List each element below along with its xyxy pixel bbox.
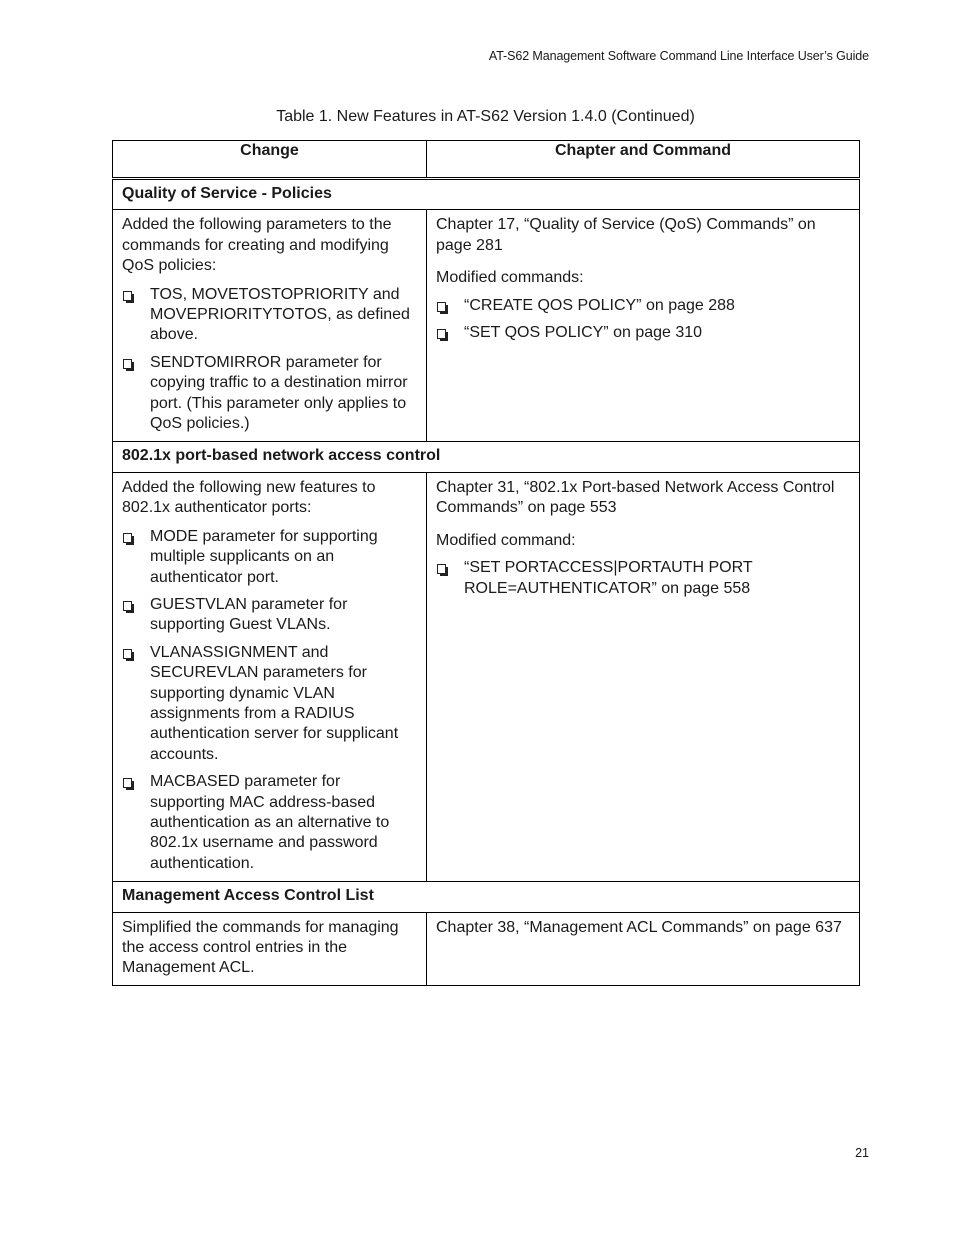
modified-commands-label: Modified command: xyxy=(436,531,576,549)
change-intro: Added the following parameters to the commands for creating and modifying QoS policies: xyxy=(122,216,392,275)
checkbox-bullet-icon xyxy=(437,302,446,312)
change-bullet-list xyxy=(122,527,417,875)
change-bullet-list xyxy=(122,285,417,435)
list-item: VLANASSIGNMENT and SECUREVLAN parameters for supporting dynamic VLAN assignments from a RADIUS authentication server for supplicant accounts. xyxy=(122,643,417,765)
list-item: SENDTOMIRROR parameter for copying traffic to a destination mirror port. (This parameter only applies to QoS policies.) xyxy=(122,353,417,435)
features-table xyxy=(112,140,860,986)
column-header-change: Change xyxy=(113,141,427,179)
running-header: AT-S62 Management Software Command Line Interface User’s Guide xyxy=(488,49,869,63)
chapter-cell xyxy=(427,210,860,442)
section-title: Management Access Control List xyxy=(113,882,860,912)
column-header-chapter: Chapter and Command xyxy=(427,141,860,179)
change-intro: Added the following new features to 802.1x authenticator ports: xyxy=(122,478,376,517)
list-item: MACBASED parameter for supporting MAC address-based authentication as an alternative to 802.1x username and password authentication. xyxy=(122,772,417,874)
checkbox-bullet-icon xyxy=(437,564,446,574)
checkbox-bullet-icon xyxy=(123,649,132,659)
list-item: GUESTVLAN parameter for supporting Guest VLANs. xyxy=(122,595,417,636)
command-bullet-list xyxy=(436,296,850,344)
checkbox-bullet-icon xyxy=(123,291,132,301)
change-cell xyxy=(113,210,427,442)
section-title: 802.1x port-based network access control xyxy=(113,442,860,472)
table-caption: Table 1. New Features in AT-S62 Version 1.4.0 (Continued) xyxy=(276,108,695,125)
chapter-reference: Chapter 38, “Management ACL Commands” on page 637 xyxy=(436,918,842,936)
list-item: MODE parameter for supporting multiple supplicants on an authenticator port. xyxy=(122,527,417,588)
change-cell xyxy=(113,912,427,985)
checkbox-bullet-icon xyxy=(123,533,132,543)
chapter-cell xyxy=(427,912,860,985)
section-row-qos xyxy=(113,179,860,210)
change-intro: Simplified the commands for managing the access control entries in the Management ACL. xyxy=(122,918,399,977)
list-item: “SET QOS POLICY” on page 310 xyxy=(436,323,850,343)
table-row xyxy=(113,210,860,442)
section-row-management-acl xyxy=(113,882,860,912)
table-header-row xyxy=(113,141,860,179)
chapter-reference: Chapter 17, “Quality of Service (QoS) Commands” on page 281 xyxy=(436,216,816,254)
checkbox-bullet-icon xyxy=(123,778,132,788)
checkbox-bullet-icon xyxy=(123,601,132,611)
list-item: TOS, MOVETOSTOPRIORITY and MOVEPRIORITYTOTOS, as defined above. xyxy=(122,285,417,346)
change-cell xyxy=(113,472,427,881)
section-title: Quality of Service - Policies xyxy=(113,179,860,210)
checkbox-bullet-icon xyxy=(123,359,132,369)
list-item: “SET PORTACCESS|PORTAUTH PORT ROLE=AUTHENTICATOR” on page 558 xyxy=(436,558,850,599)
chapter-reference: Chapter 31, “802.1x Port-based Network Access Control Commands” on page 553 xyxy=(436,478,835,517)
section-row-8021x xyxy=(113,442,860,472)
chapter-cell xyxy=(427,472,860,881)
checkbox-bullet-icon xyxy=(437,329,446,339)
table-row xyxy=(113,472,860,881)
list-item: “CREATE QOS POLICY” on page 288 xyxy=(436,296,850,316)
table-row xyxy=(113,912,860,985)
command-bullet-list xyxy=(436,558,850,599)
modified-commands-label: Modified commands: xyxy=(436,269,584,287)
page-number: 21 xyxy=(855,1146,869,1160)
